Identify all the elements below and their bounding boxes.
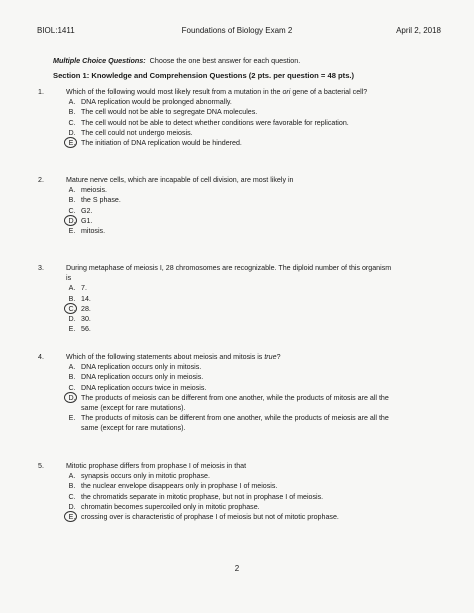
page-number: 2 <box>234 564 240 573</box>
option-letter: E. <box>68 325 76 334</box>
option-e[interactable] <box>67 138 458 148</box>
option-text: mitosis. <box>81 227 106 236</box>
option-text: chromatin becomes supercoiled only in mitotic prophase. <box>81 502 260 511</box>
option-text-continued: same (except for rare mutations). <box>81 404 186 413</box>
option-text: The cell would not be able to detect whether conditions were favorable for replication. <box>81 118 349 127</box>
question-2 <box>38 175 458 236</box>
question-number: 3. <box>38 264 44 272</box>
option-b[interactable] <box>67 372 458 382</box>
option-letter: A. <box>68 363 76 372</box>
option-letter: B. <box>68 196 76 205</box>
exam-title: Foundations of Biology Exam 2 <box>181 26 293 35</box>
option-letter: E. <box>68 513 76 522</box>
question-number: 5. <box>38 462 44 470</box>
option-c[interactable] <box>67 206 458 216</box>
option-text: 30. <box>81 315 91 324</box>
question-1 <box>38 87 458 148</box>
option-text: The products of meiosis can be different from one another, while the products of mitosis are all the <box>81 393 389 402</box>
question-number: 4. <box>38 353 44 361</box>
option-d[interactable] <box>67 393 458 413</box>
option-text: G2. <box>81 206 93 215</box>
option-text: DNA replication occurs twice in meiosis. <box>81 383 207 392</box>
section-title: Section 1: Knowledge and Comprehension Questions (2 pts. per question = 48 pts.) <box>53 71 355 80</box>
option-d[interactable] <box>67 502 458 512</box>
option-letter: B. <box>68 108 76 117</box>
option-b[interactable] <box>67 481 458 491</box>
instructions-text: Choose the one best answer for each question. <box>149 56 301 65</box>
option-text-continued: same (except for rare mutations). <box>81 424 186 433</box>
option-b[interactable] <box>67 195 458 205</box>
option-letter: D. <box>68 216 76 225</box>
option-text: 14. <box>81 294 91 303</box>
option-letter: C. <box>68 304 76 313</box>
option-a[interactable] <box>67 185 458 195</box>
option-text: DNA replication occurs only in mitosis. <box>81 363 202 372</box>
question-number: 2. <box>38 176 44 184</box>
option-e[interactable] <box>67 512 458 522</box>
option-letter: A. <box>68 284 76 293</box>
question-stem: Which of the following would most likely result from a mutation in the ori gene of a bacterial cell? <box>66 88 368 96</box>
option-e[interactable] <box>67 226 458 236</box>
option-text: 7. <box>81 284 87 293</box>
question-5 <box>38 461 458 522</box>
option-text: DNA replication would be prolonged abnormally. <box>81 98 232 107</box>
option-text: 28. <box>81 304 91 313</box>
option-text: the S phase. <box>81 196 121 205</box>
option-d[interactable] <box>67 314 458 324</box>
option-text: the nuclear envelope disappears only in prophase I of meiosis. <box>81 482 278 491</box>
question-4 <box>38 352 458 434</box>
option-c[interactable] <box>67 304 458 314</box>
instructions <box>53 56 300 65</box>
question-3 <box>38 263 458 334</box>
course-code: BIOL:1411 <box>37 26 75 35</box>
question-stem: Mitotic prophase differs from prophase I of meiosis in that <box>66 462 247 470</box>
option-letter: B. <box>68 482 76 491</box>
option-text: DNA replication occurs only in meiosis. <box>81 373 204 382</box>
option-letter: A. <box>68 98 76 107</box>
option-b[interactable] <box>67 107 458 117</box>
option-text: synapsis occurs only in mitotic prophase. <box>81 472 210 481</box>
option-letter: C. <box>68 383 76 392</box>
option-letter: C. <box>68 118 76 127</box>
option-b[interactable] <box>67 294 458 304</box>
option-letter: A. <box>68 472 76 481</box>
question-number: 1. <box>38 88 44 96</box>
option-letter: B. <box>68 294 76 303</box>
option-a[interactable] <box>67 471 458 481</box>
option-text: The initiation of DNA replication would be hindered. <box>81 139 242 148</box>
option-text: 56. <box>81 325 91 334</box>
option-c[interactable] <box>67 492 458 502</box>
option-letter: A. <box>68 186 76 195</box>
option-e[interactable] <box>67 413 458 433</box>
option-text: The cell could not undergo meiosis. <box>81 128 193 137</box>
option-c[interactable] <box>67 118 458 128</box>
option-letter: D. <box>68 315 76 324</box>
option-letter: C. <box>68 206 76 215</box>
option-d[interactable] <box>67 216 458 226</box>
question-stem: Which of the following statements about meiosis and mitosis is true? <box>66 353 281 361</box>
option-letter: D. <box>68 393 76 402</box>
option-letter: D. <box>68 502 76 511</box>
exam-date: April 2, 2018 <box>396 26 441 35</box>
option-text: the chromatids separate in mitotic prophase, but not in prophase I of meiosis. <box>81 492 324 501</box>
option-a[interactable] <box>67 283 458 293</box>
option-text: The products of mitosis can be different from one another, while the products of meiosis are all the <box>81 414 389 423</box>
option-text: G1. <box>81 216 93 225</box>
option-a[interactable] <box>67 362 458 372</box>
option-c[interactable] <box>67 383 458 393</box>
option-a[interactable] <box>67 97 458 107</box>
option-text: The cell would not be able to segregate DNA molecules. <box>81 108 258 117</box>
option-letter: B. <box>68 373 76 382</box>
option-d[interactable] <box>67 128 458 138</box>
option-letter: E. <box>68 414 76 423</box>
option-text: meiosis. <box>81 186 108 195</box>
option-letter: E. <box>68 227 76 236</box>
instructions-label: Multiple Choice Questions: <box>53 56 146 65</box>
option-e[interactable] <box>67 324 458 334</box>
option-letter: D. <box>68 128 76 137</box>
question-stem-continued: is <box>66 274 72 283</box>
question-stem: During metaphase of meiosis I, 28 chromosomes are recognizable. The diploid number of this organism <box>66 264 392 272</box>
option-text: crossing over is characteristic of prophase I of meiosis but not of mitotic prophase. <box>81 513 339 522</box>
option-letter: C. <box>68 492 76 501</box>
question-stem: Mature nerve cells, which are incapable of cell division, are most likely in <box>66 176 294 184</box>
option-letter: E. <box>68 139 76 148</box>
